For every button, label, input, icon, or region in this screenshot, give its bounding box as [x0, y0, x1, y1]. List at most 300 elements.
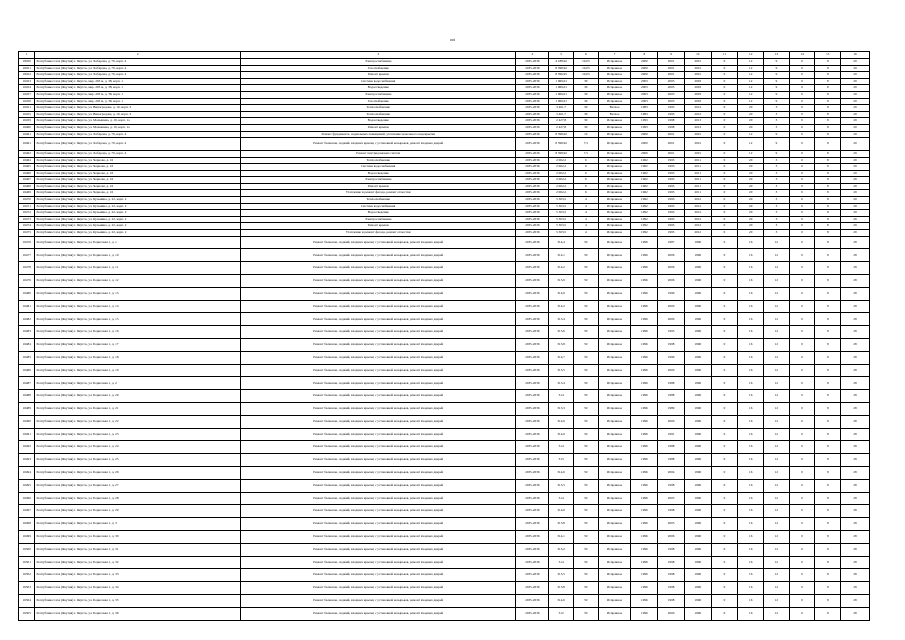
- count-cell: 0: [789, 287, 815, 300]
- address-cell: Республика Саха (Якутия) г. Якутск, ул. Малышева, д. 19, корп. 1а: [35, 118, 241, 125]
- table-row: [19, 138, 870, 151]
- table-row: [19, 210, 870, 217]
- count-cell: 8: [815, 543, 841, 556]
- year-cell: 2001: [658, 59, 685, 66]
- count-cell: 0: [711, 170, 738, 177]
- register-rows: [19, 59, 870, 621]
- address-cell: Республика Саха (Якутия) г. Якутск, ул. Борисовая 1, д. 31: [35, 543, 241, 556]
- year-cell: 2003: [684, 98, 711, 105]
- address-cell: Республика Саха (Якутия) г. Якутск, ул. Борисовая 1, д. 35: [35, 594, 241, 607]
- count-cell: 9: [764, 138, 790, 151]
- work-type-cell: Ремонт балконов, лоджий, входных крылец с установкой козырьков, ремонт входных дверей: [240, 236, 515, 249]
- value-cell: 50: [573, 339, 598, 352]
- year-cell: 2011: [684, 190, 711, 197]
- record-id: 16461: [19, 131, 35, 138]
- condition-cell: Исправное: [598, 72, 631, 79]
- count-cell: 16: [738, 479, 764, 492]
- value-cell: 50: [573, 275, 598, 288]
- count-cell: 16: [738, 466, 764, 479]
- count-cell: 12: [764, 543, 790, 556]
- address-cell: Республика Саха (Якутия) г. Якутск, ул. Кузьмина, д. 22, корп. 2: [35, 216, 241, 223]
- year-cell: 1996: [684, 556, 711, 569]
- count-cell: 8: [815, 262, 841, 275]
- cost-cell: 313,3: [549, 403, 574, 416]
- condition-cell: Исправное: [598, 262, 631, 275]
- table-row: [19, 177, 870, 184]
- year-cell: 2003: [631, 85, 658, 92]
- column-number: 13: [764, 52, 790, 59]
- count-cell: 0: [789, 300, 815, 313]
- year-cell: 2001: [684, 138, 711, 151]
- condition-cell: Исправное: [598, 326, 631, 339]
- year-cell: 1992: [631, 203, 658, 210]
- condition-cell: Исправное: [598, 236, 631, 249]
- cost-cell: 2 062,2: [549, 170, 574, 177]
- column-number-row: [19, 52, 870, 59]
- condition-cell: Исправное: [598, 287, 631, 300]
- count-cell: 9: [764, 65, 790, 72]
- count-cell: 12: [738, 78, 764, 85]
- year-cell: 1996: [631, 479, 658, 492]
- value-cell: 30: [573, 118, 598, 125]
- record-id: 16483: [19, 326, 35, 339]
- count-cell: 0: [789, 594, 815, 607]
- count-cell: 8: [815, 85, 841, 92]
- record-id: 16502: [19, 569, 35, 582]
- cost-cell: 1 969,01: [549, 91, 574, 98]
- work-type-cell: Ремонт балконов, лоджий, входных крылец с установкой козырьков, ремонт входных дверей: [240, 326, 515, 339]
- work-type-cell: Ремонт балконов, лоджий, входных крылец с установкой козырьков, ремонт входных дверей: [240, 607, 515, 620]
- value-cell: 50: [573, 454, 598, 467]
- year-cell: 2001: [684, 131, 711, 138]
- period-cell: 2035-2036: [516, 183, 549, 190]
- work-type-cell: Ремонт балконов, лоджий, входных крылец с установкой козырьков, ремонт входных дверей: [240, 300, 515, 313]
- count-cell: 0: [711, 492, 738, 505]
- address-cell: Республика Саха (Якутия) г. Якутск, ул. Хабарова, д. 79, корп. 4: [35, 72, 241, 79]
- count-cell: 8: [815, 313, 841, 326]
- address-cell: Республика Саха (Якутия) г. Якутск, ул. Борисовая 1, д. 33: [35, 569, 241, 582]
- year-cell: 1998: [658, 124, 685, 131]
- count-cell: 0: [711, 275, 738, 288]
- record-id: 16457: [19, 91, 35, 98]
- count-cell: 0: [789, 124, 815, 131]
- year-cell: 1996: [631, 556, 658, 569]
- count-cell: 0: [711, 249, 738, 262]
- cost-cell: 314,6: [549, 594, 574, 607]
- count-cell: 20: [738, 197, 764, 204]
- count-cell: 8: [815, 223, 841, 230]
- condition-cell: Исправное: [598, 607, 631, 620]
- table-row: [19, 454, 870, 467]
- condition-cell: Исправное: [598, 428, 631, 441]
- count-cell: 0: [789, 170, 815, 177]
- table-row: [19, 300, 870, 313]
- condition-cell: Исправное: [598, 556, 631, 569]
- work-type-cell: Ремонт балконов, лоджий, входных крылец с установкой козырьков, ремонт входных дверей: [240, 390, 515, 403]
- count-cell: 0: [789, 275, 815, 288]
- period-cell: 2035-2036: [516, 124, 549, 131]
- table-row: [19, 157, 870, 164]
- period-cell: 2035-2036: [516, 131, 549, 138]
- cost-cell: 314: [549, 390, 574, 403]
- count-cell: 8: [815, 150, 841, 157]
- year-cell: 1996: [631, 582, 658, 595]
- year-cell: 2001: [658, 65, 685, 72]
- work-type-cell: Система водоснабжения: [240, 164, 515, 171]
- count-cell: 12: [764, 326, 790, 339]
- year-cell: 1996: [684, 441, 711, 454]
- period-cell: 2035-2036: [516, 326, 549, 339]
- count-cell: 16: [738, 556, 764, 569]
- period-cell: 2035-2036: [516, 569, 549, 582]
- year-cell: 1962: [631, 183, 658, 190]
- table-row: [19, 428, 870, 441]
- year-cell: 1996: [631, 543, 658, 556]
- address-cell: Республика Саха (Якутия) г. Якутск, ул. Борисовая 1, д. 2: [35, 377, 241, 390]
- count-cell: 0: [789, 216, 815, 223]
- period-cell: 2035-2036: [516, 230, 549, 237]
- count-cell: 29: [841, 105, 870, 112]
- condition-cell: Исправное: [598, 518, 631, 531]
- table-row: [19, 326, 870, 339]
- year-cell: 1993: [658, 170, 685, 177]
- work-type-cell: Система водоснабжения: [240, 203, 515, 210]
- year-cell: 1998: [658, 118, 685, 125]
- cost-cell: 5 303,5: [549, 216, 574, 223]
- count-cell: 0: [789, 313, 815, 326]
- table-row: [19, 377, 870, 390]
- count-cell: 8: [815, 78, 841, 85]
- count-cell: 8: [815, 249, 841, 262]
- record-id: 16476: [19, 236, 35, 249]
- table-row: [19, 85, 870, 92]
- count-cell: 3: [764, 197, 790, 204]
- count-cell: 8: [815, 164, 841, 171]
- count-cell: 0: [789, 91, 815, 98]
- year-cell: 1996: [631, 364, 658, 377]
- value-cell: 6: [573, 170, 598, 177]
- count-cell: 20: [738, 111, 764, 118]
- period-cell: 2035-2036: [516, 85, 549, 92]
- count-cell: 0: [711, 582, 738, 595]
- period-cell: 2035-2036: [516, 72, 549, 79]
- period-cell: 2035-2036: [516, 454, 549, 467]
- table-row: [19, 518, 870, 531]
- period-cell: 2035-2036: [516, 78, 549, 85]
- count-cell: 3: [764, 183, 790, 190]
- count-cell: 0: [789, 326, 815, 339]
- count-cell: 3: [764, 164, 790, 171]
- address-cell: Республика Саха (Якутия) г. Якутск, ул. Борисовая 1, д. 11: [35, 262, 241, 275]
- count-cell: 16: [738, 262, 764, 275]
- record-id: 16481: [19, 300, 35, 313]
- value-cell: 50: [573, 582, 598, 595]
- record-id: 16490: [19, 415, 35, 428]
- period-cell: 2035-2036: [516, 275, 549, 288]
- year-cell: 1991: [658, 428, 685, 441]
- record-id: 16465: [19, 164, 35, 171]
- work-type-cell: Ремонт фундамента, подвальных помещений, утепление цокольного перекрытия: [240, 131, 515, 138]
- cost-cell: 5 303,5: [549, 230, 574, 237]
- count-cell: 16: [738, 543, 764, 556]
- table-row: [19, 118, 870, 125]
- period-cell: 2035-2036: [516, 300, 549, 313]
- count-cell: 12: [764, 262, 790, 275]
- count-cell: 16: [738, 415, 764, 428]
- count-cell: 0: [711, 223, 738, 230]
- count-cell: 8: [815, 582, 841, 595]
- condition-cell: Исправное: [598, 91, 631, 98]
- page-number: ooi: [449, 37, 456, 42]
- count-cell: 0: [789, 98, 815, 105]
- count-cell: 8: [815, 203, 841, 210]
- count-cell: 0: [711, 164, 738, 171]
- year-cell: 1996: [684, 313, 711, 326]
- count-cell: 16: [738, 287, 764, 300]
- year-cell: 1993: [658, 164, 685, 171]
- table-row: [19, 150, 870, 157]
- period-cell: 2035-2036: [516, 441, 549, 454]
- year-cell: 1996: [684, 466, 711, 479]
- record-id: 16459: [19, 118, 35, 125]
- cost-cell: 5 303,5: [549, 223, 574, 230]
- address-cell: Республика Саха (Якутия) г. Якутск, ул. Борисовая 1, д. 3: [35, 518, 241, 531]
- period-cell: 2035-2036: [516, 164, 549, 171]
- count-cell: 0: [711, 262, 738, 275]
- table-row: [19, 91, 870, 98]
- address-cell: Республика Саха (Якутия) г. Якутск, ул. Чернова, д. 16: [35, 190, 241, 197]
- count-cell: 8: [815, 118, 841, 125]
- count-cell: 0: [789, 249, 815, 262]
- count-cell: 8: [815, 351, 841, 364]
- count-cell: 0: [711, 543, 738, 556]
- count-cell: 0: [789, 351, 815, 364]
- period-cell: 2035-2036: [516, 339, 549, 352]
- count-cell: 0: [711, 78, 738, 85]
- count-cell: 8: [815, 287, 841, 300]
- condition-cell: Исправное: [598, 466, 631, 479]
- year-cell: 1996: [684, 326, 711, 339]
- count-cell: 29: [841, 190, 870, 197]
- condition-cell: Исправное: [598, 249, 631, 262]
- count-cell: 28: [841, 556, 870, 569]
- count-cell: 0: [711, 59, 738, 66]
- count-cell: 20: [738, 164, 764, 171]
- count-cell: 12: [738, 131, 764, 138]
- count-cell: 8: [815, 390, 841, 403]
- year-cell: 2011: [684, 183, 711, 190]
- cost-cell: 5 303,5: [549, 203, 574, 210]
- count-cell: 28: [841, 607, 870, 620]
- record-id: 16462: [19, 150, 35, 157]
- cost-cell: 315,9: [549, 275, 574, 288]
- year-cell: 1992: [631, 210, 658, 217]
- condition-cell: Исправное: [598, 390, 631, 403]
- count-cell: 0: [711, 98, 738, 105]
- address-cell: Республика Саха (Якутия) г. Якутск, ул. Борисовая 1, д. 23: [35, 428, 241, 441]
- table-row: [19, 569, 870, 582]
- count-cell: 8: [815, 403, 841, 416]
- count-cell: 12: [764, 377, 790, 390]
- period-cell: 2035-2036: [516, 313, 549, 326]
- count-cell: 0: [711, 441, 738, 454]
- work-type-cell: Ремонт балконов, лоджий, входных крылец с установкой козырьков, ремонт входных дверей: [240, 454, 515, 467]
- count-cell: 0: [789, 164, 815, 171]
- count-cell: 8: [815, 131, 841, 138]
- count-cell: 28: [841, 287, 870, 300]
- count-cell: 0: [711, 105, 738, 112]
- cost-cell: 2 427,8: [549, 118, 574, 125]
- count-cell: 0: [711, 300, 738, 313]
- table-row: [19, 351, 870, 364]
- period-cell: 2035-2036: [516, 415, 549, 428]
- cost-cell: 314,2: [549, 300, 574, 313]
- address-cell: Республика Саха (Якутия) г. Якутск, ул. Борисовая 1, д. 34: [35, 582, 241, 595]
- table-row: [19, 216, 870, 223]
- year-cell: 2012: [684, 111, 711, 118]
- cost-cell: 314,1: [549, 530, 574, 543]
- period-cell: 2035-2036: [516, 530, 549, 543]
- address-cell: Республика Саха (Якутия) г. Якутск, ул. Борисовая 1, д. 28: [35, 492, 241, 505]
- table-row: [19, 582, 870, 595]
- work-type-cell: Ремонт балконов, лоджий, входных крылец с установкой козырьков, ремонт входных дверей: [240, 262, 515, 275]
- record-id: 16480: [19, 287, 35, 300]
- record-id: 16475: [19, 230, 35, 237]
- value-cell: 10,03: [573, 65, 598, 72]
- year-cell: 1996: [631, 390, 658, 403]
- address-cell: Республика Саха (Якутия) г. Якутск, ул. Борисовая 1, д. 1: [35, 236, 241, 249]
- count-cell: 12: [764, 403, 790, 416]
- value-cell: 50: [573, 428, 598, 441]
- address-cell: Республика Саха (Якутия) г. Якутск, ул. Борисовая 1, д. 10: [35, 249, 241, 262]
- record-id: 16460: [19, 124, 35, 131]
- value-cell: 50: [573, 326, 598, 339]
- record-id: 16489: [19, 403, 35, 416]
- count-cell: 20: [738, 118, 764, 125]
- count-cell: 8: [815, 466, 841, 479]
- count-cell: 8: [815, 170, 841, 177]
- count-cell: 8: [815, 556, 841, 569]
- count-cell: 12: [764, 479, 790, 492]
- period-cell: 2035-2036: [516, 105, 549, 112]
- year-cell: 2000: [631, 59, 658, 66]
- count-cell: 9: [764, 91, 790, 98]
- cost-cell: 8 596,95: [549, 72, 574, 79]
- year-cell: 1998: [658, 339, 685, 352]
- count-cell: 28: [841, 313, 870, 326]
- column-number: 2: [35, 52, 241, 59]
- cost-cell: 1 969,01: [549, 78, 574, 85]
- year-cell: 2003: [658, 85, 685, 92]
- address-cell: Республика Саха (Якутия) г. Якутск, ул. Борисовая 1, д. 22: [35, 415, 241, 428]
- count-cell: 8: [815, 364, 841, 377]
- record-id: 16469: [19, 190, 35, 197]
- address-cell: Республика Саха (Якутия) г. Якутск, ул. Борисовая 1, д. 14: [35, 300, 241, 313]
- cost-cell: 3 461,7: [549, 111, 574, 118]
- count-cell: 0: [711, 351, 738, 364]
- count-cell: 16: [738, 313, 764, 326]
- year-cell: 2011: [684, 157, 711, 164]
- count-cell: 0: [789, 569, 815, 582]
- count-cell: 3: [764, 230, 790, 237]
- year-cell: 2006: [658, 249, 685, 262]
- count-cell: 12: [764, 364, 790, 377]
- count-cell: 20: [738, 190, 764, 197]
- year-cell: 2013: [684, 118, 711, 125]
- count-cell: 16: [738, 275, 764, 288]
- period-cell: 2035-2036: [516, 390, 549, 403]
- year-cell: 2003: [684, 91, 711, 98]
- count-cell: 0: [789, 210, 815, 217]
- count-cell: 0: [711, 131, 738, 138]
- period-cell: 2035-2036: [516, 428, 549, 441]
- work-type-cell: Ремонт крыши: [240, 223, 515, 230]
- table-row: [19, 131, 870, 138]
- condition-cell: Исправное: [598, 594, 631, 607]
- work-type-cell: Ремонт крыши: [240, 72, 515, 79]
- year-cell: 1996: [684, 351, 711, 364]
- work-type-cell: Теплоснабжение: [240, 105, 515, 112]
- count-cell: 0: [711, 466, 738, 479]
- table-row: [19, 203, 870, 210]
- year-cell: 1996: [631, 236, 658, 249]
- record-id: 16496: [19, 492, 35, 505]
- count-cell: 8: [815, 65, 841, 72]
- year-cell: 2000: [658, 300, 685, 313]
- year-cell: 2003: [658, 91, 685, 98]
- record-id: 16484: [19, 339, 35, 352]
- year-cell: 1999: [658, 287, 685, 300]
- year-cell: 1993: [658, 210, 685, 217]
- year-cell: 1998: [658, 582, 685, 595]
- year-cell: 1996: [631, 428, 658, 441]
- value-cell: 4: [573, 203, 598, 210]
- work-type-cell: Утепление и ремонт фасада, ремонт отмостки: [240, 230, 515, 237]
- count-cell: 16: [738, 364, 764, 377]
- count-cell: 0: [789, 377, 815, 390]
- count-cell: 28: [841, 415, 870, 428]
- work-type-cell: Ремонт балконов, лоджий, входных крылец с установкой козырьков, ремонт входных дверей: [240, 441, 515, 454]
- count-cell: 8: [815, 479, 841, 492]
- count-cell: 0: [789, 415, 815, 428]
- period-cell: 2035-2036: [516, 287, 549, 300]
- condition-cell: Исправное: [598, 150, 631, 157]
- year-cell: 1996: [631, 351, 658, 364]
- address-cell: Республика Саха (Якутия) г. Якутск, ул. Чернова, д. 16: [35, 183, 241, 190]
- year-cell: 2011: [684, 170, 711, 177]
- count-cell: 29: [841, 157, 870, 164]
- condition-cell: Исправное: [598, 59, 631, 66]
- value-cell: 30: [573, 85, 598, 92]
- table-row: [19, 262, 870, 275]
- count-cell: 29: [841, 138, 870, 151]
- count-cell: 0: [789, 479, 815, 492]
- condition-cell: Исправное: [598, 364, 631, 377]
- value-cell: 50: [573, 479, 598, 492]
- period-cell: 2035-2036: [516, 249, 549, 262]
- year-cell: 1988: [658, 454, 685, 467]
- work-type-cell: Электроснабжение: [240, 216, 515, 223]
- count-cell: 28: [841, 236, 870, 249]
- cost-cell: 2 062,2: [549, 183, 574, 190]
- column-number: 5: [549, 52, 574, 59]
- record-id: 16454: [19, 85, 35, 92]
- condition-cell: Исправное: [598, 403, 631, 416]
- record-id: 16505: [19, 607, 35, 620]
- count-cell: 0: [789, 543, 815, 556]
- work-type-cell: Ремонт балконов, лоджий, входных крылец с установкой козырьков, ремонт входных дверей: [240, 364, 515, 377]
- cost-cell: 314: [549, 492, 574, 505]
